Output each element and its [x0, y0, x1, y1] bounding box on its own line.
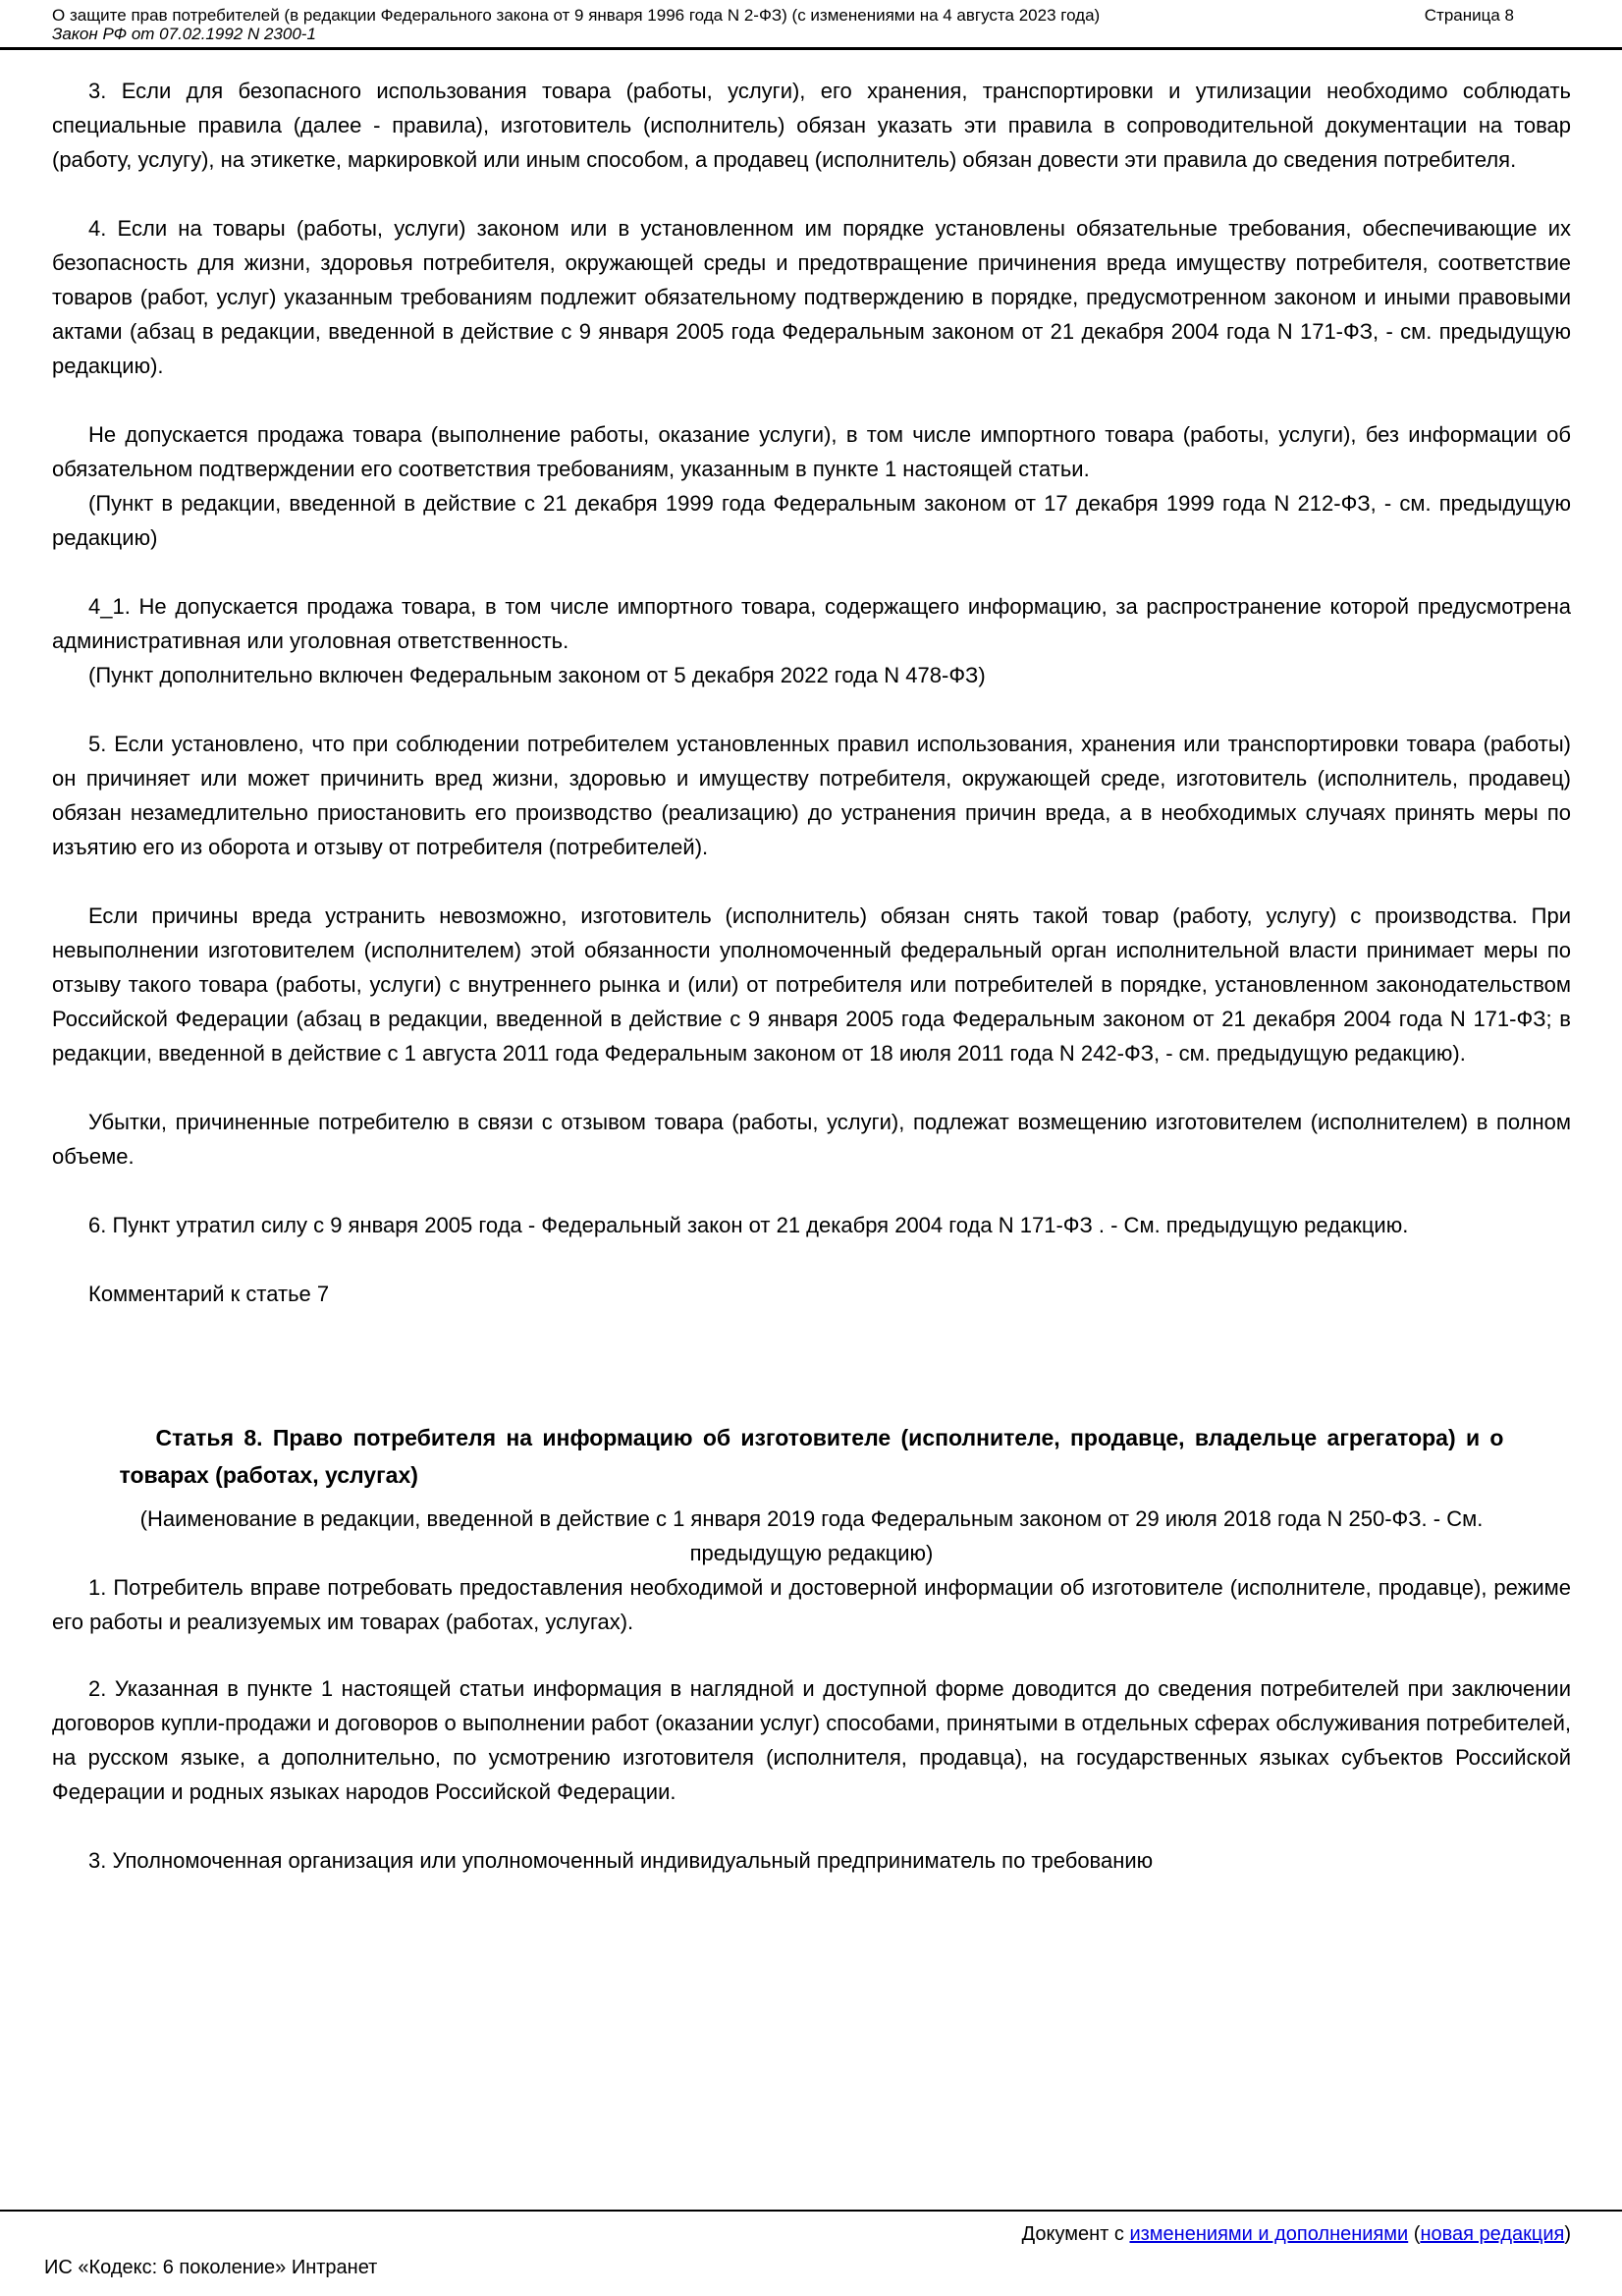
article8-paragraph-1: 1. Потребитель вправе потребовать предоставления необходимой и достоверной информации об изготовителе (исполнителе, продавце), режиме его работы и реализуемых им товарах (работах, услугах). [52, 1575, 1571, 1634]
footer-divider [0, 2210, 1622, 2212]
article7-paragraph-3: 3. Если для безопасного использования товара (работы, услуги), его хранения, транспортировки и утилизации необходимо соблюдать специальные правила (далее - правила), изготовитель (исполнитель) обязан указать эти правила в сопроводительной документации на товар (работу, услугу), на этикетке, маркировкой или иным способом, а продавец (исполнитель) обязан довести эти правила до сведения потребителя. [52, 79, 1571, 172]
article8-paragraph-2: 2. Указанная в пункте 1 настоящей статьи информация в наглядной и доступной форме доводится до сведения потребителей при заключении договоров купли-продажи и договоров о выполнении работ (оказании услуг) способами, принятыми в отдельных сферах обслуживания потребителей, на русском языке, а дополнительно, по усмотрению изготовителя (исполнителя, продавца), на государственных языках субъектов Российской Федерации и родных языках народов Российской Федерации. [52, 1676, 1571, 1804]
article7-paragraph-4-import-ban: Не допускается продажа товара (выполнение работы, оказание услуги), в том числе импортного товара (работы, услуги), без информации об обязательном подтверждении его соответствия требованиям, указанным в пункте 1 настоящей статьи. [52, 422, 1571, 481]
page-number-label: Страница 8 [1424, 6, 1514, 25]
article7-paragraph-4_1: 4_1. Не допускается продажа товара, в том числе импортного товара, содержащего информацию, за распространение которой предусмотрена административная или уголовная ответственность. [52, 594, 1571, 653]
footer-status-prefix: Документ с [1021, 2223, 1130, 2245]
article7-paragraph-5-recall: Если причины вреда устранить невозможно, изготовитель (исполнитель) обязан снять такой товар (работу, услугу) с производства. При невыполнении изготовителем (исполнителем) этой обязанности уполномоченный федеральный орган исполнительной власти принимает меры по отзыву такого товара (работы, услуги) с внутреннего рынка и (или) от потребителя или потребителей в порядке, установленном законодательством Российской Федерации (абзац в редакции, введенной в действие с 9 января 2005 года Федеральным законом от 21 декабря 2004 года N 171-ФЗ; в редакции, введенной в действие с 1 августа 2011 года Федеральным законом от 18 июля 2011 года N 242-ФЗ, - см. предыдущую редакцию). [52, 903, 1571, 1066]
document-title: О защите прав потребителей (в редакции Федерального закона от 9 января 1996 года N 2-ФЗ) (с изменениями на 4 августа 2023 года) [52, 6, 1101, 25]
article8-paragraph-3-partial: 3. Уполномоченная организация или уполномоченный индивидуальный предприниматель по требованию [88, 1848, 1154, 1873]
article7-paragraph-5-losses: Убытки, причиненные потребителю в связи с отзывом товара (работы, услуги), подлежат возмещению изготовителем (исполнителем) в полном объеме. [52, 1110, 1571, 1169]
footer-document-status [1022, 2222, 1571, 2246]
article7-comment-link-line: Комментарий к статье 7 [88, 1282, 330, 1306]
document-reference: Закон РФ от 07.02.1992 N 2300-1 [52, 25, 316, 43]
document-body [52, 74, 1571, 1878]
article7-paragraph-4: 4. Если на товары (работы, услуги) законом или в установленном им порядке установлены обязательные требования, обеспечивающие их безопасность для жизни, здоровья потребителя, окружающей среды и предотвращение причинения вреда имуществу потребителя, соответствие товаров (работ, услуг) указанным требованиям подлежит обязательному подтверждению в порядке, предусмотренном законом и иными правовыми актами (абзац в редакции, введенной в действие с 9 января 2005 года Федеральным законом от 21 декабря 2004 года N 171-ФЗ, - см. предыдущую редакцию). [52, 216, 1571, 378]
changes-and-additions-link[interactable]: изменениями и дополнениями [1129, 2223, 1409, 2245]
document-header [0, 0, 1622, 43]
article7-paragraph-4_1-note: (Пункт дополнительно включен Федеральным законом от 5 декабря 2022 года N 478-ФЗ) [88, 663, 986, 687]
article7-paragraph-5: 5. Если установлено, что при соблюдении потребителем установленных правил использования, хранения или транспортировки товара (работы) он причиняет или может причинить вред жизни, здоровью и имуществу потребителя, окружающей среде, изготовитель (исполнитель, продавец) обязан незамедлительно приостановить его производство (реализацию) до устранения причин вреда, а в необходимых случаях принять меры по изъятию его из оборота и отзыву от потребителя (потребителей). [52, 732, 1571, 859]
article8-rename-note: (Наименование в редакции, введенной в действие с 1 января 2019 года Федеральным законом от 29 июля 2018 года N 250-ФЗ. - См. предыдущую редакцию) [139, 1506, 1484, 1565]
article7-paragraph-6: 6. Пункт утратил силу с 9 января 2005 года - Федеральный закон от 21 декабря 2004 года N 171-ФЗ . - См. предыдущую редакцию. [88, 1213, 1409, 1237]
article7-paragraph-4-edition-note: (Пункт в редакции, введенной в действие с 21 декабря 1999 года Федеральным законом от 17 декабря 1999 года N 212-ФЗ, - см. предыдущую редакцию) [52, 491, 1571, 550]
footer-status-end: ) [1564, 2223, 1571, 2245]
footer-system-name: ИС «Кодекс: 6 поколение» Интранет [44, 2257, 378, 2278]
article8-heading: Статья 8. Право потребителя на информацию об изготовителе (исполнителе, продавце, владельце агрегатора) и о товарах (работах, услугах) [119, 1425, 1504, 1488]
new-edition-link[interactable]: новая редакция [1420, 2223, 1565, 2245]
header-divider [0, 47, 1622, 50]
footer-status-mid: ( [1408, 2223, 1421, 2245]
